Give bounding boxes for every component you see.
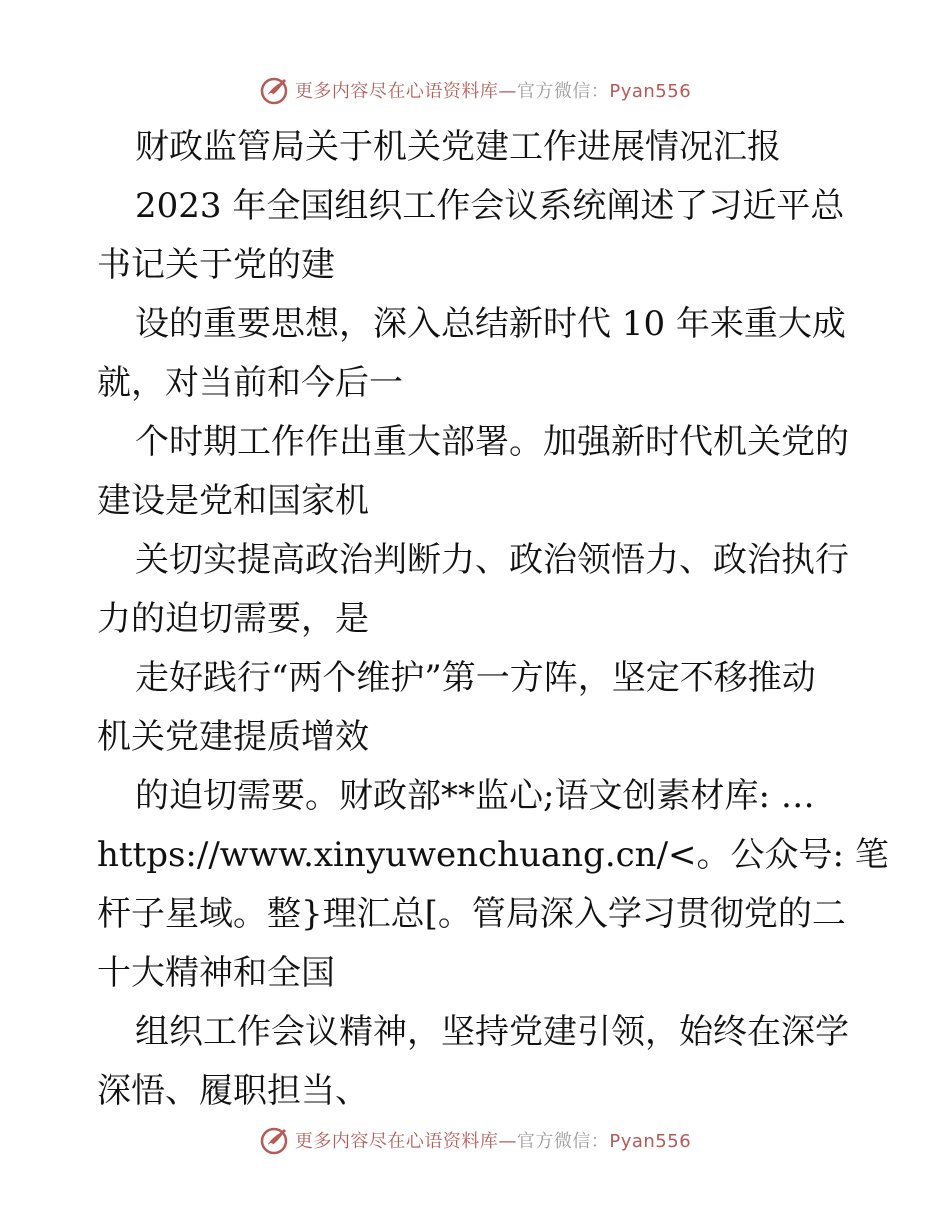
document-link-line: https://www.xinyuwenchuang.cn/<。公众号: 笔 bbox=[97, 835, 889, 875]
footer-banner-text bbox=[295, 1127, 691, 1153]
document-line: 十大精神和全国 bbox=[97, 953, 335, 993]
document-line: 设的重要思想，深入总结新时代 10 年来重大成 bbox=[135, 304, 846, 344]
document-title: 财政监管局关于机关党建工作进展情况汇报 bbox=[135, 127, 781, 167]
document-line: 关切实提高政治判断力、政治领悟力、政治执行 bbox=[135, 540, 849, 580]
document-line: 2023 年全国组织工作会议系统阐述了习近平总 bbox=[135, 186, 845, 226]
document-line: 就，对当前和今后一 bbox=[97, 363, 403, 403]
document-line: 走好践行“两个维护”第一方阵，坚定不移推动 bbox=[135, 658, 816, 698]
document-line: 组织工作会议精神，坚持党建引领，始终在深学 bbox=[135, 1012, 849, 1052]
footer-banner-slogan: 更多内容尽在心语资料库— bbox=[294, 1131, 517, 1152]
document-body bbox=[97, 118, 889, 1121]
header-banner-slogan: 更多内容尽在心语资料库— bbox=[294, 81, 517, 102]
writing-hand-logo-icon bbox=[259, 1124, 291, 1156]
footer-banner bbox=[0, 1120, 950, 1160]
document-line: 个时期工作作出重大部署。加强新时代机关党的 bbox=[135, 422, 849, 462]
document-line: 力的迫切需要，是 bbox=[97, 599, 369, 639]
header-banner bbox=[0, 70, 950, 110]
header-banner-text bbox=[295, 77, 691, 103]
document-line: 建设是党和国家机 bbox=[97, 481, 369, 521]
document-line: 机关党建提质增效 bbox=[97, 717, 369, 757]
footer-wechat-label: 官方微信： bbox=[516, 1131, 610, 1152]
header-wechat-id: Pyan556 bbox=[609, 81, 692, 102]
header-wechat-label: 官方微信： bbox=[516, 81, 610, 102]
footer-wechat-id: Pyan556 bbox=[609, 1131, 692, 1152]
document-line: 的迫切需要。财政部**监心;语文创素材库: … bbox=[135, 776, 815, 816]
document-line: 杆子星域。整}理汇总[。管局深入学习贯彻党的二 bbox=[97, 894, 846, 934]
document-line: 书记关于党的建 bbox=[97, 245, 335, 285]
writing-hand-logo-icon bbox=[259, 74, 291, 106]
document-line: 深悟、履职担当、 bbox=[97, 1071, 369, 1111]
